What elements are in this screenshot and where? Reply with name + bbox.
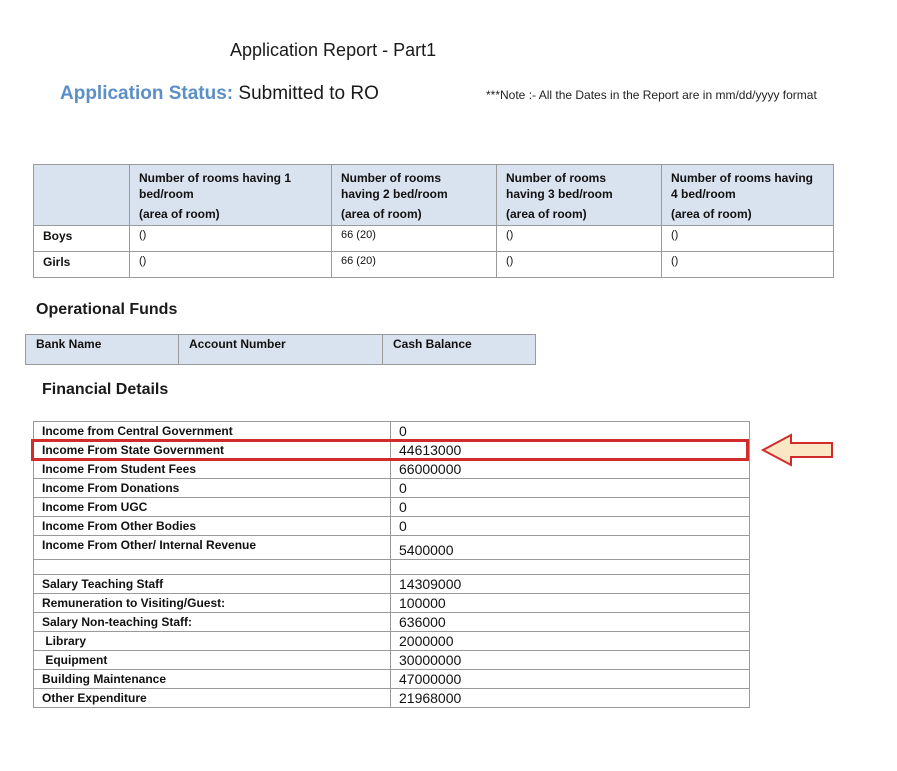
- row-label-girls: Girls: [34, 252, 130, 278]
- table-row: [34, 651, 750, 670]
- rooms-table: [33, 164, 834, 278]
- status-label: Application Status:: [60, 83, 234, 104]
- cash-balance-header: Cash Balance: [383, 335, 536, 365]
- row-label-boys: Boys: [34, 226, 130, 252]
- income-label: Income From Other Bodies: [34, 517, 391, 536]
- table-row: [34, 517, 750, 536]
- funds-header-row: [26, 335, 536, 365]
- financial-details-title: Financial Details: [42, 381, 169, 398]
- table-row: [34, 670, 750, 689]
- table-cell: (): [130, 226, 332, 252]
- table-row: [34, 226, 834, 252]
- expenditure-value: 14309000: [391, 575, 750, 594]
- expenditure-value: 21968000: [391, 689, 750, 708]
- income-value: 0: [391, 479, 750, 498]
- rooms-table-header: [34, 165, 834, 226]
- table-row: [34, 479, 750, 498]
- left-arrow-icon: [761, 433, 835, 467]
- expenditure-label: Remuneration to Visiting/Guest:: [34, 594, 391, 613]
- income-value: 0: [391, 498, 750, 517]
- table-row: [34, 536, 750, 560]
- income-value: 5400000: [391, 536, 750, 560]
- income-value: 0: [391, 422, 750, 441]
- rooms-header-4bed: Number of rooms having 4 bed/room (area of room): [662, 165, 834, 226]
- table-row: [34, 422, 750, 441]
- account-number-header: Account Number: [179, 335, 383, 365]
- report-title: Application Report - Part1: [230, 40, 437, 60]
- table-row: [34, 689, 750, 708]
- table-row: [34, 575, 750, 594]
- expenditure-label: Building Maintenance: [34, 670, 391, 689]
- expenditure-value: 636000: [391, 613, 750, 632]
- expenditure-value: 47000000: [391, 670, 750, 689]
- income-label: Income From UGC: [34, 498, 391, 517]
- expenditure-label: Other Expenditure: [34, 689, 391, 708]
- expenditure-label: Equipment: [34, 651, 391, 670]
- blank-cell: [34, 560, 391, 575]
- income-value: 66000000: [391, 460, 750, 479]
- table-row: [34, 632, 750, 651]
- income-label: Income From Donations: [34, 479, 391, 498]
- rooms-header-blank: [34, 165, 130, 226]
- application-status: [60, 83, 379, 105]
- table-cell: (): [662, 252, 834, 278]
- table-cell: (): [497, 226, 662, 252]
- expenditure-label: Salary Teaching Staff: [34, 575, 391, 594]
- income-label: Income from Central Government: [34, 422, 391, 441]
- expenditure-label: Salary Non-teaching Staff:: [34, 613, 391, 632]
- table-cell: (): [497, 252, 662, 278]
- rooms-header-2bed: Number of rooms having 2 bed/room (area of room): [332, 165, 497, 226]
- income-label: Income From Other/ Internal Revenue: [34, 536, 391, 560]
- table-cell: 66 (20): [332, 226, 497, 252]
- table-cell: (): [662, 226, 834, 252]
- expenditure-label: Library: [34, 632, 391, 651]
- bank-name-header: Bank Name: [26, 335, 179, 365]
- income-value: 0: [391, 517, 750, 536]
- table-row: [34, 594, 750, 613]
- financial-details-table: [33, 421, 750, 708]
- blank-cell: [391, 560, 750, 575]
- income-value: 44613000: [391, 441, 750, 460]
- table-row: [34, 252, 834, 278]
- rooms-header-3bed: Number of rooms having 3 bed/room (area of room): [497, 165, 662, 226]
- table-row: [34, 613, 750, 632]
- table-cell: 66 (20): [332, 252, 497, 278]
- income-label: Income From State Government: [34, 441, 391, 460]
- rooms-header-1bed: Number of rooms having 1 bed/room (area of room): [130, 165, 332, 226]
- table-cell: (): [130, 252, 332, 278]
- table-row: [34, 460, 750, 479]
- table-row: [34, 498, 750, 517]
- operational-funds-title: Operational Funds: [36, 301, 178, 318]
- expenditure-value: 100000: [391, 594, 750, 613]
- income-label: Income From Student Fees: [34, 460, 391, 479]
- highlight-box: [31, 439, 749, 461]
- table-row-blank: [34, 560, 750, 575]
- operational-funds-table: [25, 334, 536, 365]
- expenditure-value: 2000000: [391, 632, 750, 651]
- expenditure-value: 30000000: [391, 651, 750, 670]
- date-format-note: ***Note :- All the Dates in the Report are in mm/dd/yyyy format: [486, 88, 817, 102]
- status-value: Submitted to RO: [238, 83, 379, 104]
